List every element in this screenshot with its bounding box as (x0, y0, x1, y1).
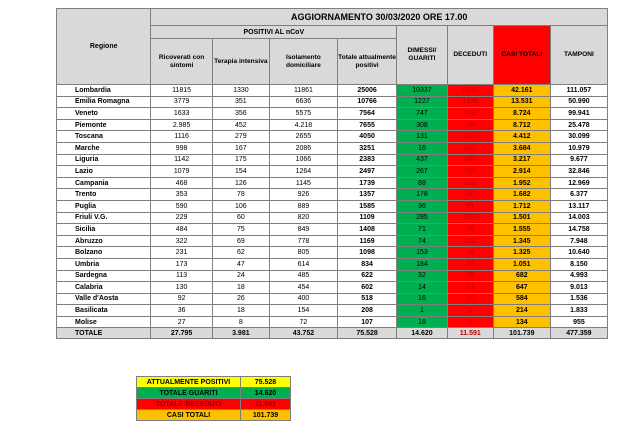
table-cell: 7.948 (550, 235, 607, 247)
table-cell: 3.684 (493, 142, 550, 154)
region-name: Piemonte (57, 119, 151, 131)
header-ricoverati: Ricoverati con sintomi (151, 39, 212, 85)
regional-data-table (56, 8, 608, 339)
summary-value: 101.739 (241, 410, 291, 421)
table-cell: 1.325 (493, 247, 550, 259)
header-isolamento: Isolamento domiciliare (269, 39, 337, 85)
table-cell: 18 (212, 305, 269, 317)
table-cell: 7655 (337, 119, 396, 131)
table-cell: 1633 (151, 108, 212, 120)
table-cell: 74 (447, 247, 493, 259)
table-cell: 2655 (269, 131, 337, 143)
table-cell: 5 (447, 305, 493, 317)
table-cell: 267 (397, 166, 447, 178)
table-cell: 13.531 (493, 96, 550, 108)
table-cell: 10.640 (550, 247, 607, 259)
table-cell: 468 (151, 177, 212, 189)
table-cell: 92 (151, 293, 212, 305)
table-cell: 8 (212, 316, 269, 328)
table-cell: 1098 (337, 247, 396, 259)
table-cell: 1169 (337, 235, 396, 247)
table-cell: 1142 (151, 154, 212, 166)
table-cell: 147 (447, 189, 493, 201)
table-cell: 231 (151, 247, 212, 259)
table-cell: 1357 (337, 189, 396, 201)
summary-label: TOTALE GUARITI (137, 388, 241, 399)
table-cell: 6.377 (550, 189, 607, 201)
table-cell: 50 (447, 293, 493, 305)
region-name: Campania (57, 177, 151, 189)
table-cell: 229 (151, 212, 212, 224)
table-cell: 397 (447, 154, 493, 166)
region-name: Calabria (57, 282, 151, 294)
summary-table (136, 376, 291, 421)
table-cell: 16 (397, 142, 447, 154)
table-cell: 1739 (337, 177, 396, 189)
table-cell: 4.218 (269, 119, 337, 131)
table-cell: 50.990 (550, 96, 607, 108)
table-cell: 353 (151, 189, 212, 201)
table-row (57, 142, 608, 154)
table-cell: 173 (151, 258, 212, 270)
table-cell: 99.941 (550, 108, 607, 120)
table-cell: 2086 (269, 142, 337, 154)
table-cell: 454 (269, 282, 337, 294)
region-name: Basilicata (57, 305, 151, 317)
table-cell: 4050 (337, 131, 396, 143)
table-cell: 214 (493, 305, 550, 317)
table-cell: 889 (269, 200, 337, 212)
table-cell: 1.952 (493, 177, 550, 189)
table-cell: 62 (212, 247, 269, 259)
table-cell: 10766 (337, 96, 396, 108)
table-cell: 11861 (269, 85, 337, 97)
table-row (57, 189, 608, 201)
header-tamponi: TAMPONI (550, 26, 607, 85)
region-name: Friuli V.G. (57, 212, 151, 224)
table-cell: 1116 (151, 131, 212, 143)
table-cell: 518 (337, 293, 396, 305)
table-row (57, 131, 608, 143)
table-row (57, 119, 608, 131)
table-cell: 130 (151, 282, 212, 294)
table-row (57, 212, 608, 224)
table-cell: 584 (493, 293, 550, 305)
region-name: Lombardia (57, 85, 151, 97)
table-cell: 150 (447, 166, 493, 178)
totals-cell: 43.752 (269, 328, 337, 339)
totals-label: TOTALE (57, 328, 151, 339)
table-cell: 208 (337, 305, 396, 317)
table-cell: 27 (151, 316, 212, 328)
table-cell: 6636 (269, 96, 337, 108)
table-cell: 38 (447, 270, 493, 282)
table-cell: 11815 (151, 85, 212, 97)
table-cell: 33 (447, 258, 493, 270)
region-name: Bolzano (57, 247, 151, 259)
table-cell: 14 (397, 282, 447, 294)
table-cell: 1264 (269, 166, 337, 178)
table-cell: 8.712 (493, 119, 550, 131)
summary-label: ATTUALMENTE POSITIVI (137, 377, 241, 388)
table-cell: 167 (212, 142, 269, 154)
table-cell: 25006 (337, 85, 396, 97)
summary-label: CASI TOTALI (137, 410, 241, 421)
table-cell: 2497 (337, 166, 396, 178)
table-cell: 1538 (447, 96, 493, 108)
table-cell: 1.345 (493, 235, 550, 247)
table-row (57, 247, 608, 259)
summary-value: 75.528 (241, 377, 291, 388)
table-cell: 91 (447, 200, 493, 212)
table-cell: 111.057 (550, 85, 607, 97)
table-row (57, 177, 608, 189)
table-cell: 31 (447, 282, 493, 294)
table-row (57, 96, 608, 108)
header-totale-positivi: Totale attualmente positivi (337, 39, 396, 85)
table-cell: 102 (447, 235, 493, 247)
region-name: Lazio (57, 166, 151, 178)
region-name: Trento (57, 189, 151, 201)
table-cell: 1227 (397, 96, 447, 108)
table-cell: 9.013 (550, 282, 607, 294)
table-cell: 36 (397, 200, 447, 212)
header-regione: Regione (57, 9, 151, 85)
totals-cell: 477.359 (550, 328, 607, 339)
table-cell: 32 (397, 270, 447, 282)
table-row (57, 108, 608, 120)
table-cell: 131 (397, 131, 447, 143)
table-cell: 322 (151, 235, 212, 247)
header-deceduti: DECEDUTI (447, 26, 493, 85)
table-cell: 2383 (337, 154, 396, 166)
table-cell: 126 (212, 177, 269, 189)
table-cell: 30.099 (550, 131, 607, 143)
table-cell: 32.846 (550, 166, 607, 178)
table-cell: 72 (269, 316, 337, 328)
table-cell: 849 (269, 224, 337, 236)
table-cell: 400 (269, 293, 337, 305)
table-cell: 42.161 (493, 85, 550, 97)
table-cell: 926 (269, 189, 337, 201)
table-cell: 778 (269, 235, 337, 247)
table-cell: 452 (212, 119, 269, 131)
table-cell: 14.003 (550, 212, 607, 224)
table-row (57, 316, 608, 328)
table-cell: 820 (269, 212, 337, 224)
table-cell: 622 (337, 270, 396, 282)
region-name: Molise (57, 316, 151, 328)
table-cell: 1 (397, 305, 447, 317)
region-name: Abruzzo (57, 235, 151, 247)
table-cell: 4.993 (550, 270, 607, 282)
table-cell: 647 (493, 282, 550, 294)
table-cell: 1585 (337, 200, 396, 212)
table-cell: 590 (151, 200, 212, 212)
table-row (57, 200, 608, 212)
table-cell: 749 (447, 119, 493, 131)
table-row (57, 166, 608, 178)
header-terapia: Terapia intensiva (212, 39, 269, 85)
table-cell: 14.758 (550, 224, 607, 236)
header-dimessi: DIMESSI/ GUARITI (397, 26, 447, 85)
summary-label: TOTALE DECEDUTI (137, 399, 241, 410)
table-row (57, 154, 608, 166)
table-cell: 1.833 (550, 305, 607, 317)
table-row (57, 282, 608, 294)
totals-cell: 3.981 (212, 328, 269, 339)
table-cell: 8.724 (493, 108, 550, 120)
table-cell: 805 (269, 247, 337, 259)
table-cell: 1066 (269, 154, 337, 166)
table-cell: 955 (550, 316, 607, 328)
table-cell: 1.712 (493, 200, 550, 212)
table-cell: 1.682 (493, 189, 550, 201)
table-cell: 47 (212, 258, 269, 270)
table-cell: 308 (397, 119, 447, 131)
table-cell: 1.501 (493, 212, 550, 224)
table-cell: 485 (269, 270, 337, 282)
table-cell: 9.677 (550, 154, 607, 166)
table-cell: 1109 (337, 212, 396, 224)
header-casi-totali: CASI TOTALI (493, 26, 550, 85)
table-cell: 279 (212, 131, 269, 143)
header-positivi-group: POSITIVI AL nCoV (151, 26, 397, 39)
table-cell: 154 (212, 166, 269, 178)
table-cell: 76 (447, 224, 493, 236)
region-name: Veneto (57, 108, 151, 120)
table-cell: 10.979 (550, 142, 607, 154)
table-row (57, 305, 608, 317)
totals-cell: 14.620 (397, 328, 447, 339)
table-cell: 184 (397, 258, 447, 270)
table-cell: 1.051 (493, 258, 550, 270)
table-cell: 125 (447, 177, 493, 189)
totals-row (57, 328, 608, 339)
table-cell: 113 (151, 270, 212, 282)
table-cell: 25.478 (550, 119, 607, 131)
table-cell: 107 (337, 316, 396, 328)
table-cell: 60 (212, 212, 269, 224)
region-name: Sicilia (57, 224, 151, 236)
table-row (57, 258, 608, 270)
table-cell: 106 (212, 200, 269, 212)
table-cell: 10337 (397, 85, 447, 97)
table-cell: 356 (212, 108, 269, 120)
region-name: Sardegna (57, 270, 151, 282)
table-cell: 134 (493, 316, 550, 328)
table-row (57, 293, 608, 305)
table-cell: 26 (212, 293, 269, 305)
table-cell: 231 (447, 131, 493, 143)
table-cell: 13.117 (550, 200, 607, 212)
table-cell: 747 (397, 108, 447, 120)
totals-cell: 27.795 (151, 328, 212, 339)
table-cell: 4.412 (493, 131, 550, 143)
table-cell: 1.555 (493, 224, 550, 236)
table-cell: 16 (397, 293, 447, 305)
table-row (57, 235, 608, 247)
table-cell: 1079 (151, 166, 212, 178)
totals-cell: 101.739 (493, 328, 550, 339)
table-cell: 12.969 (550, 177, 607, 189)
region-name: Puglia (57, 200, 151, 212)
table-cell: 437 (397, 154, 447, 166)
table-cell: 484 (151, 224, 212, 236)
table-cell: 417 (447, 142, 493, 154)
table-cell: 74 (397, 235, 447, 247)
table-cell: 6818 (447, 85, 493, 97)
table-cell: 614 (269, 258, 337, 270)
table-cell: 7564 (337, 108, 396, 120)
table-row (57, 270, 608, 282)
region-name: Toscana (57, 131, 151, 143)
table-cell: 1.536 (550, 293, 607, 305)
table-cell: 24 (212, 270, 269, 282)
table-cell: 5575 (269, 108, 337, 120)
table-cell: 2.985 (151, 119, 212, 131)
table-row (57, 224, 608, 236)
table-cell: 3.217 (493, 154, 550, 166)
table-cell: 153 (397, 247, 447, 259)
region-name: Marche (57, 142, 151, 154)
table-cell: 1330 (212, 85, 269, 97)
table-cell: 69 (212, 235, 269, 247)
table-cell: 154 (269, 305, 337, 317)
table-cell: 2.914 (493, 166, 550, 178)
region-name: Umbria (57, 258, 151, 270)
table-row (57, 85, 608, 97)
table-cell: 285 (397, 212, 447, 224)
table-cell: 175 (212, 154, 269, 166)
totals-cell: 75.528 (337, 328, 396, 339)
summary-value: 11.591 (241, 399, 291, 410)
table-cell: 351 (212, 96, 269, 108)
table-cell: 1408 (337, 224, 396, 236)
table-cell: 3251 (337, 142, 396, 154)
table-cell: 682 (493, 270, 550, 282)
table-cell: 18 (397, 316, 447, 328)
summary-value: 14.620 (241, 388, 291, 399)
table-cell: 36 (151, 305, 212, 317)
table-cell: 107 (447, 212, 493, 224)
region-name: Liguria (57, 154, 151, 166)
table-cell: 1145 (269, 177, 337, 189)
table-cell: 78 (212, 189, 269, 201)
table-cell: 88 (397, 177, 447, 189)
table-cell: 71 (397, 224, 447, 236)
totals-cell: 11.591 (447, 328, 493, 339)
table-cell: 602 (337, 282, 396, 294)
table-cell: 9 (447, 316, 493, 328)
table-cell: 18 (212, 282, 269, 294)
table-cell: 998 (151, 142, 212, 154)
table-cell: 3779 (151, 96, 212, 108)
table-cell: 834 (337, 258, 396, 270)
table-cell: 75 (212, 224, 269, 236)
table-cell: 178 (397, 189, 447, 201)
table-cell: 413 (447, 108, 493, 120)
region-name: Emilia Romagna (57, 96, 151, 108)
table-cell: 8.150 (550, 258, 607, 270)
table-title: AGGIORNAMENTO 30/03/2020 ORE 17.00 (151, 9, 608, 26)
region-name: Valle d'Aosta (57, 293, 151, 305)
